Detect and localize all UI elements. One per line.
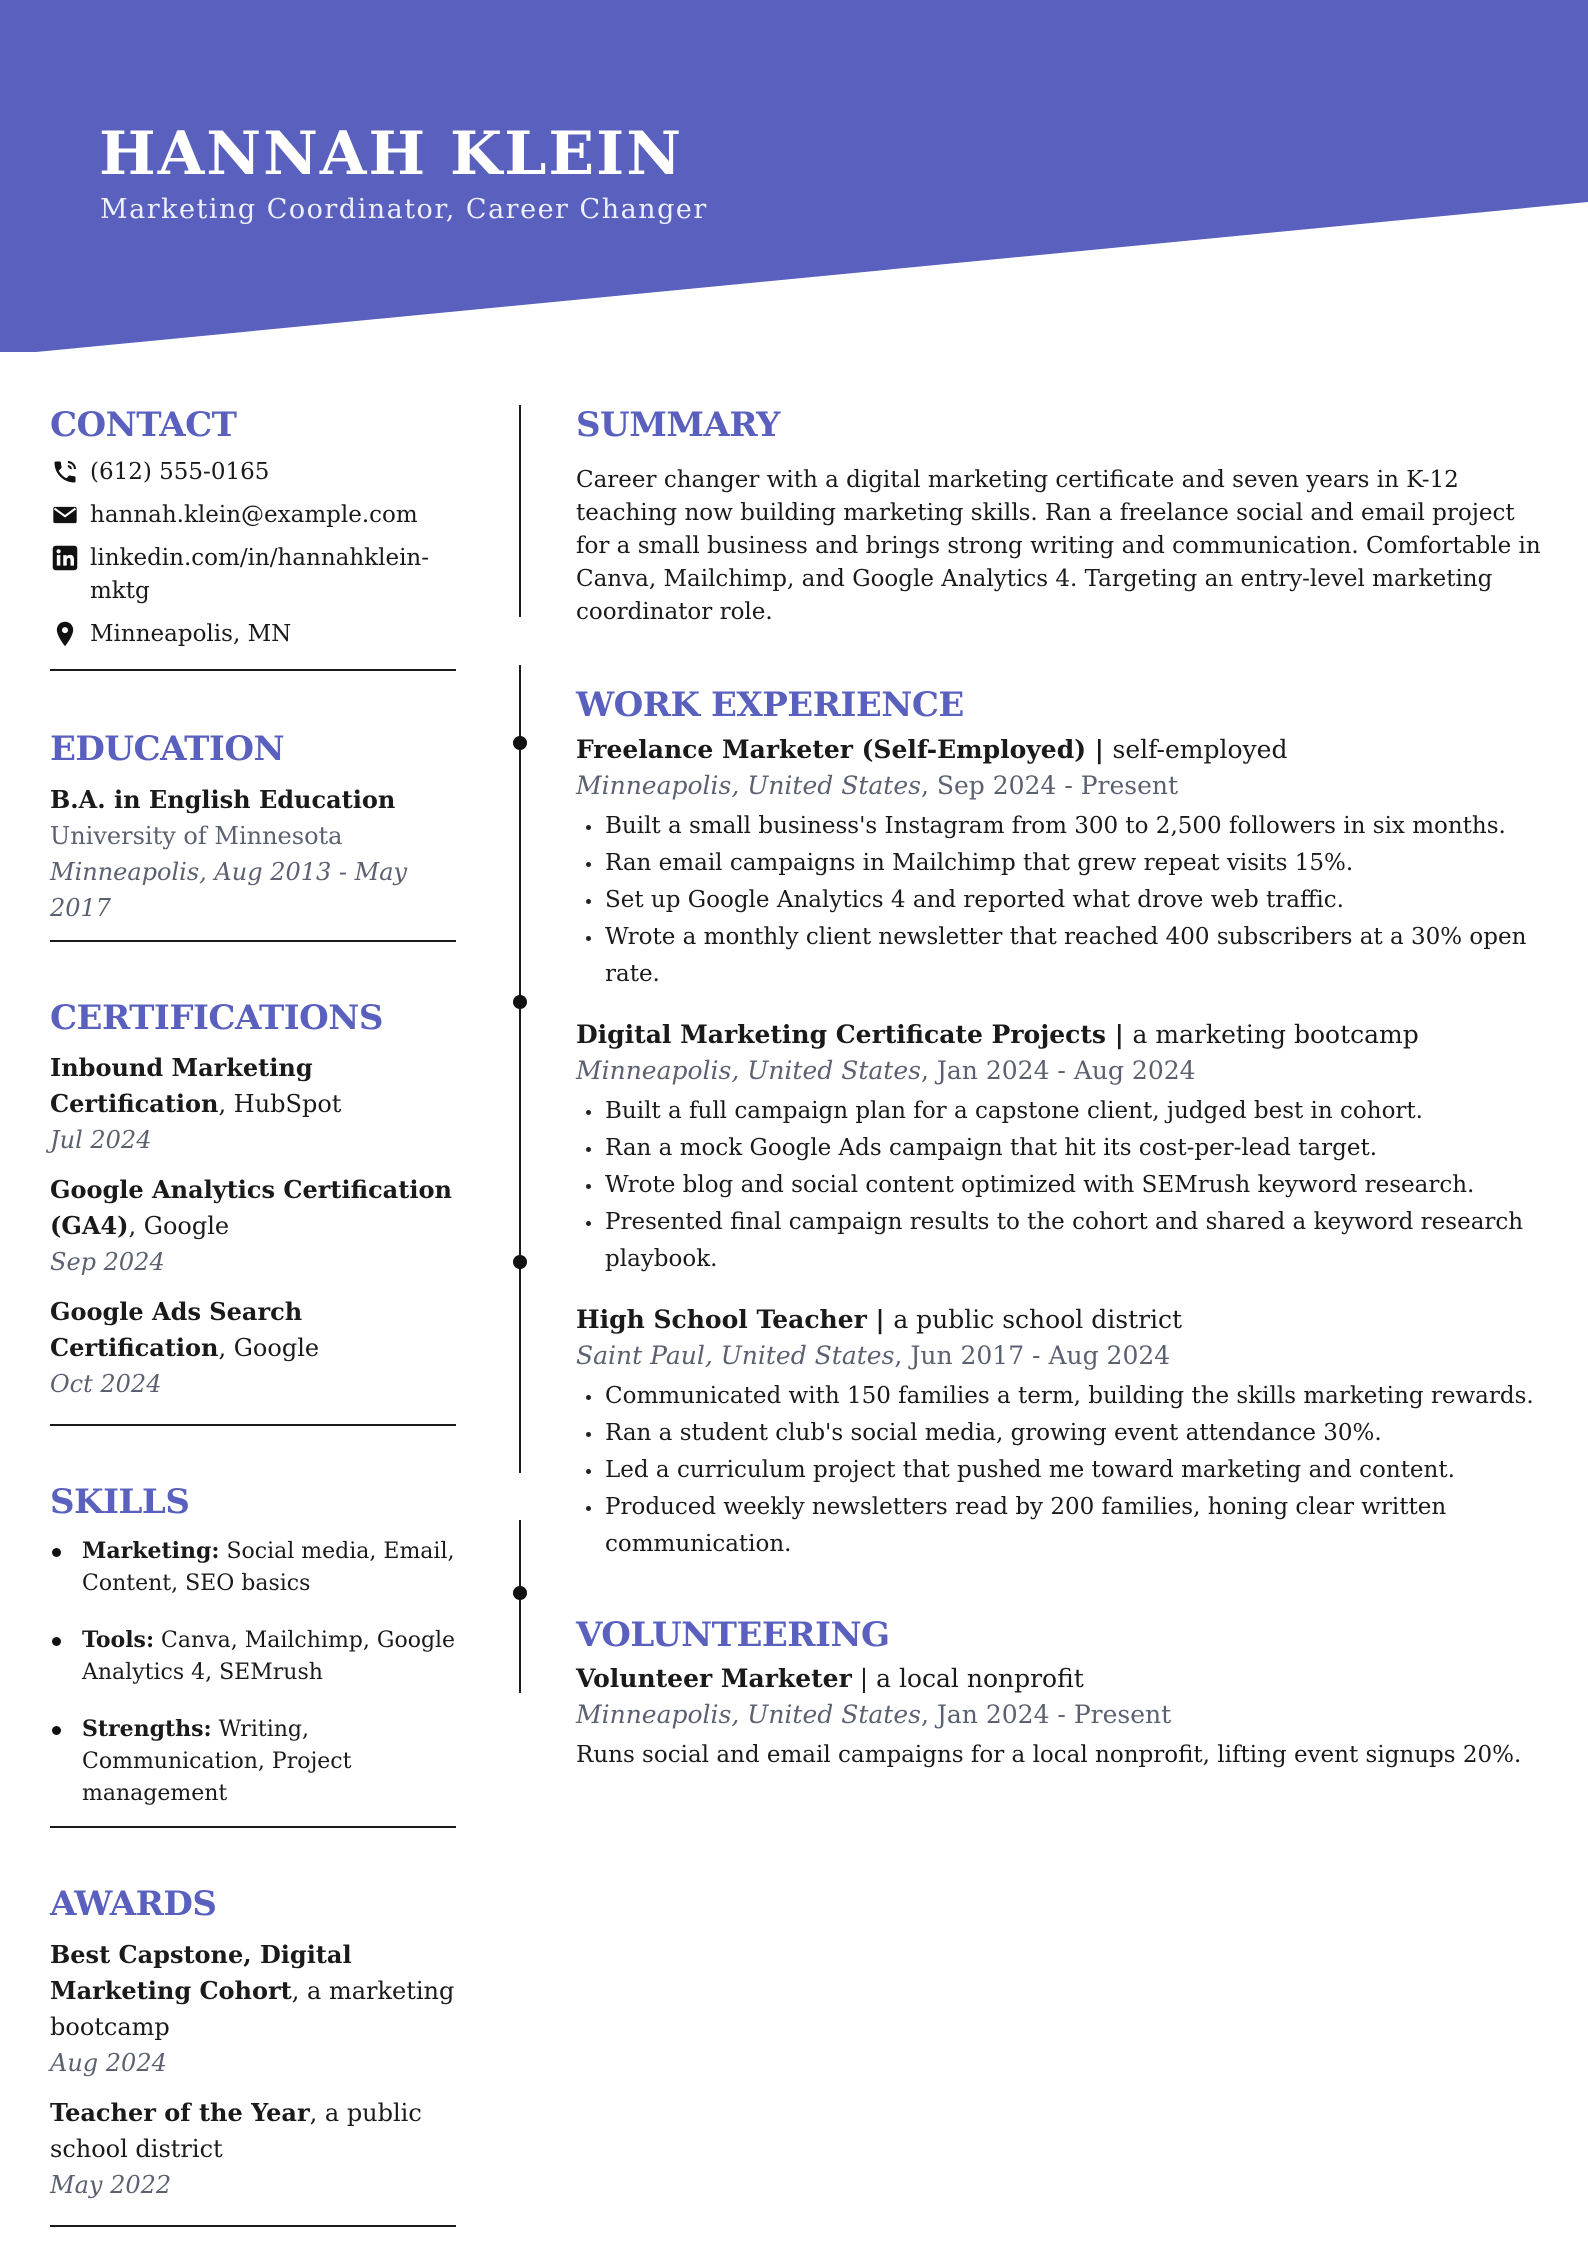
- timeline-dot: [513, 736, 527, 750]
- skills-title: SKILLS: [50, 1482, 190, 1523]
- job-org: a marketing bootcamp: [1132, 1019, 1419, 1049]
- contact-section: [50, 405, 456, 671]
- skill-label: Tools:: [82, 1627, 155, 1654]
- location-pin-icon: [50, 618, 80, 651]
- job-entry: [576, 1302, 1546, 1563]
- job-location: Saint Paul, United States: [576, 1340, 895, 1370]
- education-section: [50, 729, 456, 942]
- contact-email: [50, 499, 456, 532]
- award-org: , a public school district: [50, 2098, 422, 2163]
- contact-phone: [50, 456, 456, 489]
- job-separator: |: [866, 1304, 894, 1334]
- job-bullet: Built a full campaign plan for a capstone client, judged best in cohort.: [576, 1093, 1546, 1130]
- volunteering-timeline-line: [519, 1520, 521, 1693]
- skill-label: Strengths:: [82, 1716, 212, 1743]
- award-name: Best Capstone, Digital Marketing Cohort: [50, 1939, 352, 2005]
- timeline-dot: [513, 1255, 527, 1269]
- award-date: May 2022: [50, 2170, 172, 2199]
- volunteering-title: VOLUNTEERING: [576, 1614, 890, 1655]
- timeline-dot: [513, 1586, 527, 1600]
- certification-item: [50, 1294, 456, 1402]
- skill-item: [50, 1535, 456, 1600]
- skills-list: [50, 1535, 456, 1810]
- skill-item: [50, 1624, 456, 1689]
- job-title: Freelance Marketer (Self-Employed): [576, 734, 1087, 764]
- job-org: self-employed: [1112, 734, 1288, 764]
- volunteer-role: Volunteer Marketer: [576, 1664, 852, 1694]
- contact-linkedin: [50, 542, 456, 608]
- summary-divider-line: [519, 405, 521, 617]
- job-bullet: Produced weekly newsletters read by 200 families, honing clear written communication.: [576, 1489, 1546, 1563]
- work-experience-section: [576, 685, 1546, 1563]
- linkedin-icon: [50, 542, 80, 575]
- job-dates: , Jun 2017 - Aug 2024: [894, 1340, 1171, 1370]
- contact-location-text: Minneapolis, MN: [90, 620, 292, 647]
- award-name: Teacher of the Year: [50, 2097, 310, 2127]
- award-date: Aug 2024: [50, 2048, 167, 2077]
- contact-email-text[interactable]: hannah.klein@example.com: [90, 501, 418, 528]
- job-bullet: Built a small business's Instagram from 300 to 2,500 followers in six months.: [576, 808, 1546, 845]
- certification-name: Google Ads Search Certification: [50, 1297, 303, 1363]
- certification-date: Sep 2024: [50, 1248, 165, 1277]
- experience-timeline-line: [519, 665, 521, 1473]
- job-bullets: [576, 1093, 1546, 1278]
- job-bullet: Presented final campaign results to the cohort and shared a keyword research playbook.: [576, 1204, 1546, 1278]
- summary-text: Career changer with a digital marketing certificate and seven years in K-12 teaching now building marketing skills. Ran a freelance social and email project for a small business and brings strong writing and communication. Comfortable in Canva, Mailchimp, and Google Analytics 4. Targeting an entry-level marketing coordinator role.: [576, 466, 1541, 625]
- volunteering-section: [576, 1615, 1546, 1775]
- job-bullet: Communicated with 150 families a term, building the skills marketing rewards.: [576, 1378, 1546, 1415]
- contact-location: [50, 618, 456, 651]
- candidate-name: HANNAH KLEIN: [99, 119, 684, 189]
- job-location: Minneapolis, United States: [576, 1055, 921, 1085]
- awards-title: AWARDS: [50, 1884, 217, 1925]
- education-school: University of Minnesota: [50, 821, 343, 850]
- job-entry: [576, 732, 1546, 993]
- work-experience-title: WORK EXPERIENCE: [576, 684, 964, 725]
- job-bullet: Set up Google Analytics 4 and reported what drove web traffic.: [576, 882, 1546, 919]
- skill-value: Writing, Communication, Project management: [82, 1717, 352, 1807]
- education-location-dates: Minneapolis, Aug 2013 - May 2017: [50, 857, 408, 922]
- skill-item: [50, 1713, 456, 1810]
- summary-section: [576, 405, 1546, 629]
- job-bullet: Ran a mock Google Ads campaign that hit its cost-per-lead target.: [576, 1130, 1546, 1167]
- job-location: Minneapolis, United States: [576, 770, 921, 800]
- job-bullet: Led a curriculum project that pushed me toward marketing and content.: [576, 1452, 1546, 1489]
- certification-issuer: , HubSpot: [218, 1090, 342, 1119]
- certification-date: Jul 2024: [50, 1126, 152, 1155]
- job-dates: , Jan 2024 - Aug 2024: [920, 1055, 1196, 1085]
- volunteer-org: a local nonprofit: [876, 1664, 1084, 1694]
- job-bullet: Ran email campaigns in Mailchimp that grew repeat visits 15%.: [576, 845, 1546, 882]
- left-column: [50, 405, 456, 2227]
- award-org: , a marketing bootcamp: [50, 1976, 455, 2041]
- job-entry: [576, 1017, 1546, 1278]
- skill-value: Social media, Email, Content, SEO basics: [82, 1539, 455, 1597]
- candidate-role: Marketing Coordinator, Career Changer: [100, 194, 708, 225]
- skill-value: Canva, Mailchimp, Google Analytics 4, SEMrush: [82, 1628, 456, 1686]
- contact-linkedin-text[interactable]: linkedin.com/in/hannahklein-mktg: [90, 544, 430, 604]
- job-dates: , Sep 2024 - Present: [920, 770, 1179, 800]
- certification-name: Inbound Marketing Certification: [50, 1053, 313, 1119]
- award-item: [50, 2095, 456, 2203]
- job-bullets: [576, 1378, 1546, 1563]
- job-separator: |: [1086, 734, 1113, 764]
- volunteer-description: Runs social and email campaigns for a local nonprofit, lifting event signups 20%.: [576, 1742, 1522, 1769]
- certification-name: Google Analytics Certification (GA4): [50, 1175, 452, 1241]
- certification-date: Oct 2024: [50, 1370, 162, 1399]
- volunteer-dates: , Jan 2024 - Present: [920, 1700, 1172, 1730]
- job-title: Digital Marketing Certificate Projects: [576, 1019, 1106, 1049]
- awards-section: [50, 1884, 456, 2227]
- skill-label: Marketing:: [82, 1538, 220, 1565]
- job-title: High School Teacher: [576, 1304, 867, 1334]
- phone-icon: [50, 456, 80, 489]
- job-separator: |: [1106, 1019, 1133, 1049]
- certification-item: [50, 1050, 456, 1158]
- right-column: [576, 405, 1546, 1774]
- contact-title: CONTACT: [50, 405, 237, 445]
- education-title: EDUCATION: [50, 728, 285, 769]
- certifications-title: CERTIFICATIONS: [50, 997, 383, 1038]
- job-org: a public school district: [893, 1304, 1183, 1334]
- certification-issuer: , Google: [128, 1212, 230, 1241]
- job-bullet: Wrote a monthly client newsletter that reached 400 subscribers at a 30% open rate.: [576, 919, 1546, 993]
- award-item: [50, 1937, 456, 2081]
- volunteer-location: Minneapolis, United States: [576, 1700, 921, 1730]
- job-bullet: Ran a student club's social media, growing event attendance 30%.: [576, 1415, 1546, 1452]
- certification-issuer: , Google: [218, 1334, 320, 1363]
- email-icon: [50, 499, 80, 532]
- certification-item: [50, 1172, 456, 1280]
- volunteer-separator: |: [851, 1664, 877, 1694]
- education-degree: B.A. in English Education: [50, 784, 396, 814]
- job-bullet: Wrote blog and social content optimized with SEMrush keyword research.: [576, 1167, 1546, 1204]
- certifications-section: [50, 998, 456, 1427]
- job-bullets: [576, 808, 1546, 993]
- skills-section: [50, 1482, 456, 1828]
- contact-phone-text[interactable]: (612) 555-0165: [90, 458, 270, 485]
- summary-title: SUMMARY: [576, 405, 780, 445]
- timeline-dot: [513, 995, 527, 1009]
